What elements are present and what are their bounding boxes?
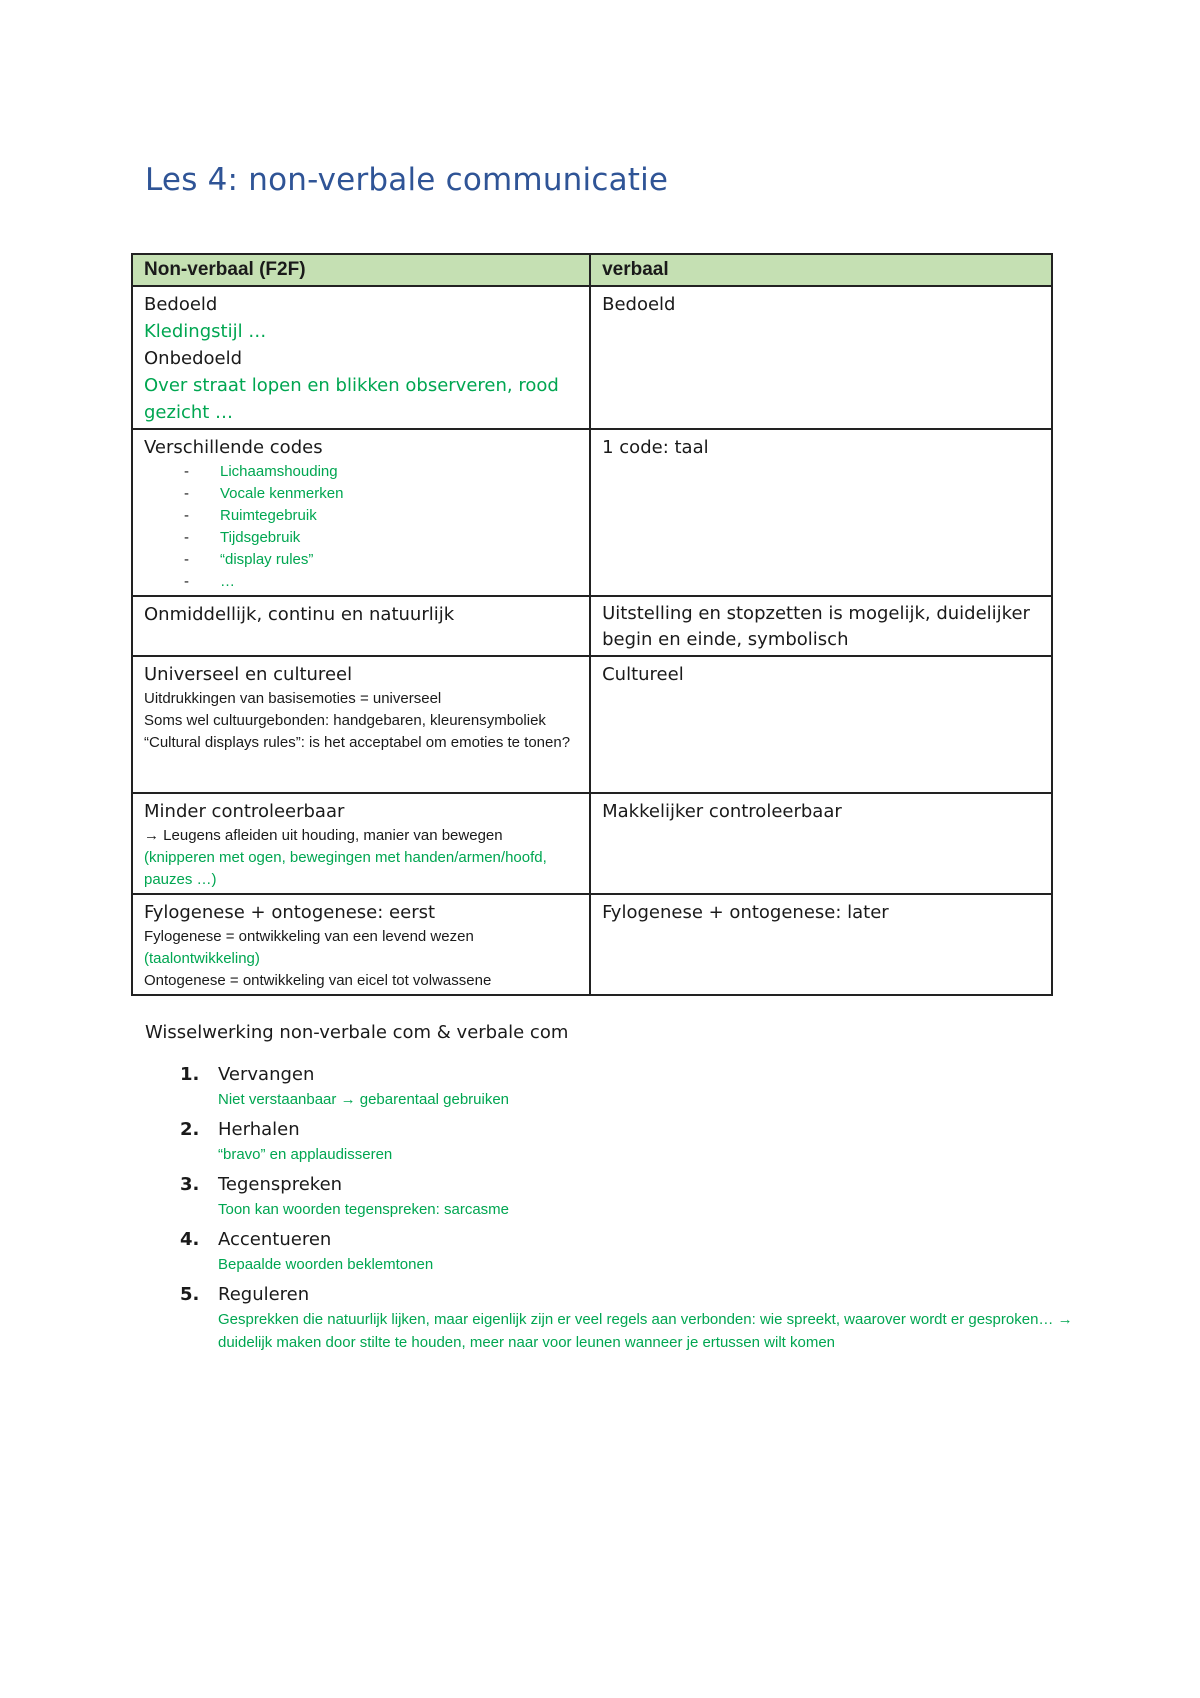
cell-text: Fylogenese + ontogenese: later — [602, 902, 889, 923]
cell-heading: Universeel en cultureel — [144, 664, 353, 685]
cell-right — [590, 793, 1052, 894]
list-label: Tegenspreken — [218, 1174, 343, 1195]
list-number: 4. — [180, 1229, 200, 1250]
cell-left — [132, 286, 590, 429]
cell-right — [590, 429, 1052, 596]
cell-right — [590, 894, 1052, 995]
cell-right — [590, 656, 1052, 793]
list-label: Reguleren — [218, 1284, 310, 1305]
cell-example: (taalontwikkeling) — [144, 950, 260, 967]
cell-example: Kledingstijl … — [144, 321, 267, 342]
table-row — [132, 596, 1052, 656]
cell-right — [590, 596, 1052, 656]
comparison-table — [131, 253, 1053, 996]
arrow-right-icon: → — [144, 827, 159, 844]
list-item — [180, 1172, 1080, 1221]
list-item: - “display rules” — [184, 549, 578, 571]
cell-heading: Minder controleerbaar — [144, 801, 345, 822]
cell-text: Soms wel cultuurgebonden: handgebaren, kleurensymboliek — [144, 712, 546, 729]
cell-text: Makkelijker controleerbaar — [602, 801, 842, 822]
list-item — [180, 1062, 1080, 1111]
table-row — [132, 894, 1052, 995]
table-row — [132, 286, 1052, 429]
section-heading: Wisselwerking non-verbale com & verbale com — [145, 1022, 569, 1043]
table-header-row — [132, 254, 1052, 286]
list-number: 1. — [180, 1064, 200, 1085]
list-description: “bravo” en applaudisseren — [218, 1146, 393, 1163]
header-verbal: verbaal — [590, 254, 1052, 286]
list-label: Vervangen — [218, 1064, 315, 1085]
list-label: Herhalen — [218, 1119, 300, 1140]
list-number: 2. — [180, 1119, 200, 1140]
cell-heading: Onmiddellijk, continu en natuurlijk — [144, 604, 455, 625]
cell-text: Bedoeld — [602, 294, 676, 315]
cell-text: Onbedoeld — [144, 348, 243, 369]
cell-text: Ontogenese = ontwikkeling van eicel tot volwassene — [144, 972, 492, 989]
cell-text: Uitstelling en stopzetten is mogelijk, duidelijker begin en einde, symbolisch — [602, 603, 1030, 650]
list-number: 5. — [180, 1284, 200, 1305]
list-item: - Lichaamshouding — [184, 461, 578, 483]
list-item — [180, 1282, 1080, 1354]
cell-text: Fylogenese = ontwikkeling van een levend wezen — [144, 928, 474, 945]
cell-example: (knipperen met ogen, bewegingen met handen/armen/hoofd, pauzes …) — [144, 849, 547, 888]
cell-left — [132, 429, 590, 596]
list-item — [180, 1117, 1080, 1166]
cell-right — [590, 286, 1052, 429]
list-item: - Tijdsgebruik — [184, 527, 578, 549]
list-description: Gesprekken die natuurlijk lijken, maar eigenlijk zijn er veel regels aan verbonden: wie spreekt, waarover wordt er gesproken… → duidelijk maken door stilte te houden, meer naar voor leunen wanneer je ertussen wilt komen — [218, 1311, 1073, 1351]
cell-left — [132, 894, 590, 995]
cell-text: 1 code: taal — [602, 437, 709, 458]
cell-text-inline: Leugens afleiden uit houding, manier van bewegen — [163, 827, 503, 844]
cell-text — [144, 825, 578, 847]
list-description: Toon kan woorden tegenspreken: sarcasme — [218, 1201, 510, 1218]
cell-text: Uitdrukkingen van basisemoties = universeel — [144, 690, 442, 707]
list-item: - Ruimtegebruik — [184, 505, 578, 527]
interaction-list — [180, 1062, 1080, 1360]
cell-example: Over straat lopen en blikken observeren, rood gezicht … — [144, 375, 559, 423]
cell-heading: Verschillende codes — [144, 437, 323, 458]
cell-left — [132, 656, 590, 793]
list-description: Niet verstaanbaar → gebarentaal gebruiken — [218, 1091, 510, 1108]
list-number: 3. — [180, 1174, 200, 1195]
codes-list — [144, 461, 578, 593]
table-row — [132, 656, 1052, 793]
cell-left — [132, 596, 590, 656]
header-nonverbal: Non-verbaal (F2F) — [132, 254, 590, 286]
cell-heading: Fylogenese + ontogenese: eerst — [144, 902, 436, 923]
cell-left — [132, 793, 590, 894]
list-item: - … — [184, 571, 578, 593]
list-item: - Vocale kenmerken — [184, 483, 578, 505]
page-title: Les 4: non-verbale communicatie — [145, 162, 669, 198]
cell-text: “Cultural displays rules”: is het acceptabel om emoties te tonen? — [144, 734, 571, 751]
cell-text: Cultureel — [602, 664, 684, 685]
list-label: Accentueren — [218, 1229, 332, 1250]
list-item — [180, 1227, 1080, 1276]
table-row — [132, 429, 1052, 596]
cell-text: Bedoeld — [144, 294, 218, 315]
list-description: Bepaalde woorden beklemtonen — [218, 1256, 434, 1273]
table-row — [132, 793, 1052, 894]
